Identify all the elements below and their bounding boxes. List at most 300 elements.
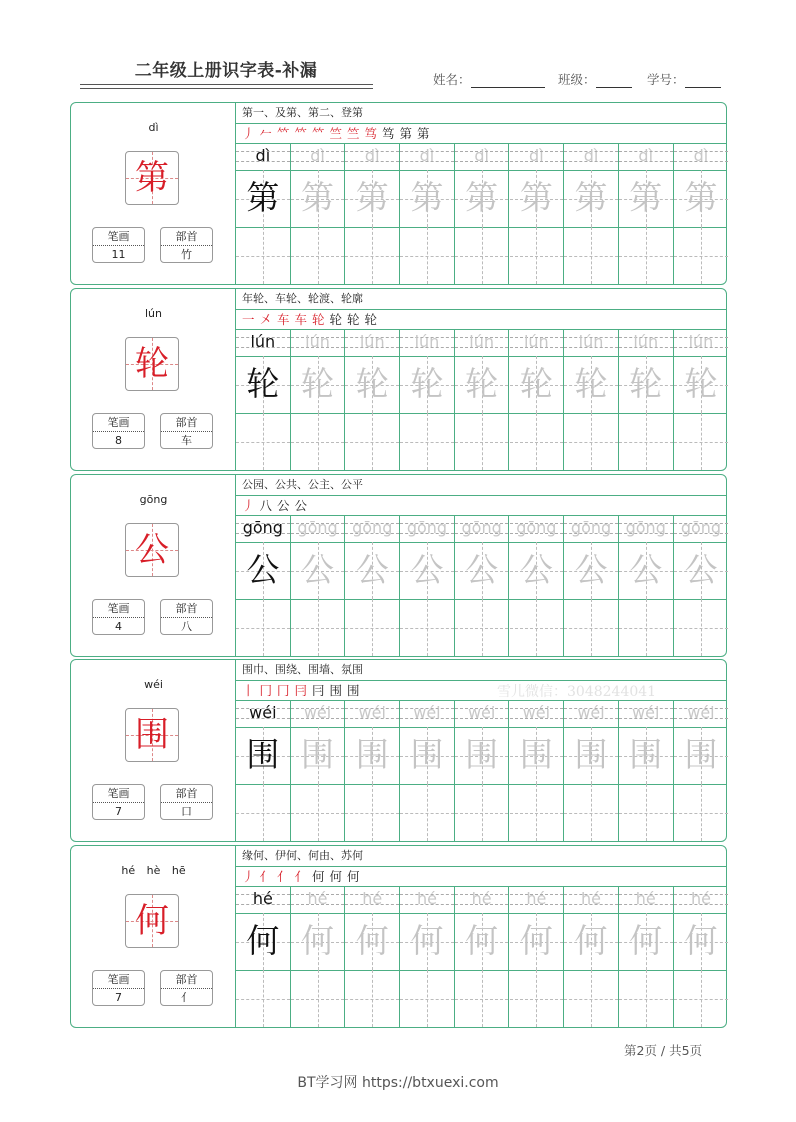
practice-cell[interactable] xyxy=(619,784,674,841)
character-trace: 围 xyxy=(246,735,280,774)
pinyin-trace: lún xyxy=(688,332,714,351)
character-cell[interactable] xyxy=(510,913,565,970)
pinyin-cell[interactable] xyxy=(674,143,729,170)
practice-cell[interactable] xyxy=(400,227,455,284)
pinyin-trace: hé xyxy=(416,889,437,908)
stroke-step: 竺 xyxy=(329,126,343,141)
pinyin-trace: lún xyxy=(578,332,604,351)
character-cell[interactable] xyxy=(619,913,674,970)
pinyin-cell[interactable] xyxy=(674,700,729,727)
class-blank[interactable] xyxy=(596,73,632,88)
character-trace: 轮 xyxy=(246,364,280,403)
pinyin-cell[interactable] xyxy=(345,886,400,913)
pinyin-cell[interactable] xyxy=(455,700,510,727)
character-cell[interactable] xyxy=(619,170,674,227)
practice-cell[interactable] xyxy=(455,784,510,841)
stroke-step: 亻 xyxy=(277,869,291,884)
pinyin-cell[interactable] xyxy=(619,143,674,170)
practice-grid xyxy=(235,475,726,656)
character-trace: 何 xyxy=(246,921,280,960)
practice-cell[interactable] xyxy=(291,227,346,284)
page-title: 二年级上册识字表-补漏 xyxy=(134,61,318,81)
stroke-count-label: 笔画 xyxy=(93,785,144,803)
stroke-step: 轮 xyxy=(364,312,378,327)
stroke-count-value: 4 xyxy=(115,620,122,633)
pinyin-trace: hé xyxy=(252,889,273,908)
character-trace: 何 xyxy=(629,921,663,960)
pinyin-trace: lún xyxy=(633,332,659,351)
stroke-step: 一 xyxy=(242,312,256,327)
stroke-step: 冃 xyxy=(294,683,308,698)
character-trace: 何 xyxy=(465,921,499,960)
watermark: 雪儿微信：3048244041 xyxy=(497,684,657,700)
pinyin-cell[interactable] xyxy=(345,700,400,727)
pinyin-trace: wéi xyxy=(413,703,441,722)
radical-value: 八 xyxy=(181,620,192,633)
pinyin-cell[interactable] xyxy=(564,886,619,913)
character-trace: 轮 xyxy=(465,364,499,403)
character-row xyxy=(236,356,726,414)
radical-box xyxy=(160,599,213,635)
character-cell[interactable] xyxy=(455,170,510,227)
pinyin-cell[interactable] xyxy=(345,515,400,542)
practice-cell[interactable] xyxy=(510,970,565,1027)
practice-cell[interactable] xyxy=(674,413,729,470)
pinyin-cell[interactable] xyxy=(345,143,400,170)
practice-cell[interactable] xyxy=(510,784,565,841)
practice-cell[interactable] xyxy=(564,227,619,284)
word-examples: 缘何、伊何、何由、苏何 xyxy=(236,846,726,867)
character-cell[interactable] xyxy=(564,542,619,599)
pinyin-trace: dì xyxy=(419,146,435,165)
stroke-step: 围 xyxy=(347,683,361,698)
practice-cell[interactable] xyxy=(619,413,674,470)
stroke-count-box xyxy=(92,599,145,635)
character-cell[interactable] xyxy=(564,170,619,227)
practice-cell[interactable] xyxy=(400,784,455,841)
practice-cell[interactable] xyxy=(455,599,510,656)
character-box xyxy=(125,708,179,762)
pinyin-label: lún xyxy=(145,307,162,320)
stroke-count-label: 笔画 xyxy=(93,414,144,432)
character-trace: 公 xyxy=(684,550,718,589)
practice-cell[interactable] xyxy=(674,784,729,841)
practice-cell[interactable] xyxy=(455,970,510,1027)
practice-grid xyxy=(235,103,726,284)
practice-cell[interactable] xyxy=(455,413,510,470)
pinyin-cell[interactable] xyxy=(510,143,565,170)
character-cell[interactable] xyxy=(400,913,455,970)
character-trace: 轮 xyxy=(410,364,444,403)
stroke-count-label: 笔画 xyxy=(93,971,144,989)
character-trace: 公 xyxy=(519,550,553,589)
stroke-count-box xyxy=(92,413,145,449)
pinyin-cell[interactable] xyxy=(236,886,291,913)
pinyin-trace: wéi xyxy=(467,703,496,722)
pinyin-cell[interactable] xyxy=(455,515,510,542)
page-number: 第2页 / 共5页 xyxy=(624,1043,703,1058)
stroke-step: 围 xyxy=(329,683,343,698)
pinyin-trace: lún xyxy=(359,332,385,351)
word-examples: 第一、及第、第二、登第 xyxy=(236,103,726,124)
character-cell[interactable] xyxy=(345,170,400,227)
pinyin-trace: lún xyxy=(305,332,330,351)
practice-cell[interactable] xyxy=(564,413,619,470)
main-character: 轮 xyxy=(135,344,169,384)
character-cell[interactable] xyxy=(674,542,729,599)
radical-label: 部首 xyxy=(161,971,212,989)
character-info xyxy=(71,846,236,1027)
practice-cell[interactable] xyxy=(400,599,455,656)
pinyin-cell[interactable] xyxy=(236,143,291,170)
character-cell[interactable] xyxy=(510,170,565,227)
pinyin-cell[interactable] xyxy=(619,886,674,913)
radical-value: 亻 xyxy=(181,991,192,1004)
pinyin-cell[interactable] xyxy=(345,329,400,356)
word-examples: 年轮、车轮、轮渡、轮廓 xyxy=(236,289,726,310)
character-cell[interactable] xyxy=(291,542,346,599)
pinyin-cell[interactable] xyxy=(236,329,291,356)
character-cell[interactable] xyxy=(455,356,510,413)
character-cell[interactable] xyxy=(455,727,510,784)
pinyin-trace: dì xyxy=(364,146,380,165)
stroke-count-value: 7 xyxy=(115,991,122,1004)
pinyin-cell[interactable] xyxy=(619,515,674,542)
character-cell[interactable] xyxy=(236,170,291,227)
radical-box xyxy=(160,784,213,820)
practice-cell[interactable] xyxy=(674,970,729,1027)
pinyin-trace: gōng xyxy=(242,518,283,537)
practice-cell[interactable] xyxy=(345,599,400,656)
character-cell[interactable] xyxy=(619,542,674,599)
stroke-count-value: 11 xyxy=(111,248,126,261)
character-box xyxy=(125,151,179,205)
pinyin-trace: hé xyxy=(581,889,602,908)
practice-cell[interactable] xyxy=(400,970,455,1027)
pinyin-trace: dì xyxy=(583,146,599,165)
class-field[interactable] xyxy=(558,70,632,88)
stroke-step: 第 xyxy=(399,126,413,141)
pinyin-cell[interactable] xyxy=(674,515,729,542)
character-trace: 公 xyxy=(355,550,389,589)
pinyin-trace: wéi xyxy=(303,703,332,722)
character-trace: 围 xyxy=(574,735,608,774)
character-trace: 第 xyxy=(629,178,663,217)
character-cell[interactable] xyxy=(291,727,346,784)
practice-cell[interactable] xyxy=(400,413,455,470)
pinyin-cell[interactable] xyxy=(291,886,346,913)
stroke-step: 笃 xyxy=(382,126,396,141)
practice-cell[interactable] xyxy=(510,413,565,470)
stroke-step: 丿 xyxy=(242,869,256,884)
pinyin-cell[interactable] xyxy=(564,515,619,542)
character-cell[interactable] xyxy=(564,913,619,970)
character-cell[interactable] xyxy=(455,542,510,599)
pinyin-cell[interactable] xyxy=(455,143,510,170)
pinyin-cell[interactable] xyxy=(291,700,346,727)
character-trace: 第 xyxy=(465,178,499,217)
pinyin-label: hé hè hē xyxy=(121,864,186,877)
stroke-step: 𥫗 xyxy=(312,126,326,141)
pinyin-trace: lún xyxy=(250,332,276,351)
character-info xyxy=(71,660,236,841)
pinyin-cell[interactable] xyxy=(400,515,455,542)
pinyin-cell[interactable] xyxy=(455,329,510,356)
practice-cell[interactable] xyxy=(291,413,346,470)
radical-value: 车 xyxy=(181,434,192,447)
stroke-step: 八 xyxy=(259,498,273,513)
character-box xyxy=(125,523,179,577)
pinyin-cell[interactable] xyxy=(455,886,510,913)
stroke-step: 车 xyxy=(277,312,291,327)
radical-box xyxy=(160,970,213,1006)
character-cell[interactable] xyxy=(291,170,346,227)
name-field[interactable] xyxy=(433,70,545,88)
character-trace: 第 xyxy=(410,178,444,217)
stroke-step: 第 xyxy=(417,126,431,141)
practice-cell[interactable] xyxy=(564,970,619,1027)
character-panel xyxy=(70,845,727,1028)
practice-cell[interactable] xyxy=(345,784,400,841)
character-cell[interactable] xyxy=(674,913,729,970)
pinyin-cell[interactable] xyxy=(291,515,346,542)
word-examples: 围巾、围绕、围墙、氛围 xyxy=(236,660,726,681)
character-cell[interactable] xyxy=(619,727,674,784)
pinyin-trace: hé xyxy=(307,889,328,908)
stroke-order xyxy=(236,123,726,144)
pinyin-cell[interactable] xyxy=(400,329,455,356)
radical-value: 竹 xyxy=(181,248,192,261)
character-cell[interactable] xyxy=(674,356,729,413)
student-id-blank[interactable] xyxy=(685,73,721,88)
character-cell[interactable] xyxy=(510,356,565,413)
character-trace: 第 xyxy=(519,178,553,217)
practice-cell[interactable] xyxy=(345,413,400,470)
character-cell[interactable] xyxy=(400,170,455,227)
stroke-step: 何 xyxy=(329,869,343,884)
character-cell[interactable] xyxy=(345,727,400,784)
pinyin-cell[interactable] xyxy=(510,886,565,913)
stroke-step: 𥫗 xyxy=(277,126,291,141)
practice-cell[interactable] xyxy=(291,599,346,656)
stroke-step: 何 xyxy=(347,869,361,884)
pinyin-cell[interactable] xyxy=(619,329,674,356)
character-cell[interactable] xyxy=(455,913,510,970)
character-trace: 第 xyxy=(574,178,608,217)
pinyin-trace: gōng xyxy=(297,518,338,537)
character-cell[interactable] xyxy=(236,356,291,413)
pinyin-cell[interactable] xyxy=(674,329,729,356)
pinyin-trace: wéi xyxy=(522,703,551,722)
stroke-order xyxy=(236,866,726,887)
practice-cell[interactable] xyxy=(619,227,674,284)
name-blank[interactable] xyxy=(471,73,545,88)
stroke-step: 竺 xyxy=(347,126,361,141)
main-character: 何 xyxy=(135,901,169,941)
pinyin-cell[interactable] xyxy=(400,143,455,170)
practice-cell[interactable] xyxy=(674,227,729,284)
practice-cell[interactable] xyxy=(510,599,565,656)
pinyin-trace: gōng xyxy=(352,518,393,537)
stroke-count-box xyxy=(92,784,145,820)
pinyin-cell[interactable] xyxy=(236,700,291,727)
stroke-step: 丿 xyxy=(242,126,256,141)
character-box xyxy=(125,894,179,948)
character-cell[interactable] xyxy=(674,170,729,227)
character-cell[interactable] xyxy=(291,356,346,413)
character-row xyxy=(236,542,726,600)
pinyin-cell[interactable] xyxy=(291,329,346,356)
character-cell[interactable] xyxy=(510,542,565,599)
pinyin-cell[interactable] xyxy=(619,700,674,727)
character-cell[interactable] xyxy=(236,913,291,970)
character-trace: 何 xyxy=(355,921,389,960)
blank-practice-row xyxy=(236,970,726,1027)
stroke-step: 丿 xyxy=(242,498,256,513)
character-trace: 围 xyxy=(684,735,718,774)
character-trace: 围 xyxy=(465,735,499,774)
pinyin-trace: gōng xyxy=(570,518,612,537)
pinyin-trace: gōng xyxy=(680,518,722,537)
character-cell[interactable] xyxy=(400,356,455,413)
stroke-step: 𠂉 xyxy=(259,126,273,141)
pinyin-cell[interactable] xyxy=(564,700,619,727)
practice-cell[interactable] xyxy=(236,784,291,841)
character-trace: 何 xyxy=(519,921,553,960)
pinyin-cell[interactable] xyxy=(400,886,455,913)
pinyin-trace: gōng xyxy=(406,518,448,537)
stroke-step: 𥫗 xyxy=(294,126,308,141)
character-cell[interactable] xyxy=(400,727,455,784)
pinyin-cell[interactable] xyxy=(564,329,619,356)
character-trace: 围 xyxy=(519,735,553,774)
practice-cell[interactable] xyxy=(291,970,346,1027)
practice-cell[interactable] xyxy=(345,970,400,1027)
main-character: 公 xyxy=(135,530,169,570)
pinyin-trace: wéi xyxy=(249,703,277,722)
pinyin-cell[interactable] xyxy=(674,886,729,913)
character-trace: 围 xyxy=(301,735,335,774)
character-cell[interactable] xyxy=(564,727,619,784)
title-underline xyxy=(80,84,373,85)
practice-cell[interactable] xyxy=(564,599,619,656)
character-trace: 公 xyxy=(629,550,663,589)
character-cell[interactable] xyxy=(236,727,291,784)
character-info xyxy=(71,103,236,284)
practice-cell[interactable] xyxy=(455,227,510,284)
pinyin-trace: dì xyxy=(529,146,544,165)
pinyin-cell[interactable] xyxy=(510,329,565,356)
stroke-step: 笃 xyxy=(364,126,378,141)
character-cell[interactable] xyxy=(674,727,729,784)
practice-grid xyxy=(235,846,726,1027)
character-cell[interactable] xyxy=(291,913,346,970)
character-cell[interactable] xyxy=(400,542,455,599)
pinyin-row xyxy=(236,143,726,171)
pinyin-trace: gōng xyxy=(516,518,557,537)
character-cell[interactable] xyxy=(564,356,619,413)
student-id-field[interactable] xyxy=(647,70,721,88)
stroke-step: 公 xyxy=(277,498,291,513)
practice-cell[interactable] xyxy=(510,227,565,284)
radical-value: 口 xyxy=(181,805,192,818)
stroke-step: 车 xyxy=(294,312,308,327)
pinyin-cell[interactable] xyxy=(510,515,565,542)
practice-cell[interactable] xyxy=(619,599,674,656)
character-trace: 何 xyxy=(301,921,335,960)
character-cell[interactable] xyxy=(345,913,400,970)
character-trace: 公 xyxy=(465,550,499,589)
practice-cell[interactable] xyxy=(345,227,400,284)
character-cell[interactable] xyxy=(619,356,674,413)
pinyin-trace: gōng xyxy=(461,518,502,537)
pinyin-cell[interactable] xyxy=(564,143,619,170)
character-trace: 第 xyxy=(301,178,335,217)
character-trace: 第 xyxy=(246,178,280,217)
pinyin-cell[interactable] xyxy=(400,700,455,727)
blank-practice-row xyxy=(236,599,726,656)
pinyin-trace: hé xyxy=(471,889,492,908)
practice-cell[interactable] xyxy=(619,970,674,1027)
pinyin-trace: hé xyxy=(362,889,383,908)
practice-cell[interactable] xyxy=(236,413,291,470)
practice-cell[interactable] xyxy=(236,599,291,656)
character-panel xyxy=(70,288,727,471)
stroke-step: 㐅 xyxy=(259,312,273,327)
blank-practice-row xyxy=(236,784,726,841)
pinyin-trace: wéi xyxy=(687,703,715,722)
practice-cell[interactable] xyxy=(674,599,729,656)
practice-cell[interactable] xyxy=(236,227,291,284)
pinyin-trace: wéi xyxy=(632,703,660,722)
character-cell[interactable] xyxy=(345,542,400,599)
character-row xyxy=(236,913,726,971)
character-trace: 围 xyxy=(410,735,444,774)
character-trace: 公 xyxy=(410,550,444,589)
character-trace: 何 xyxy=(684,921,718,960)
character-cell[interactable] xyxy=(345,356,400,413)
character-cell[interactable] xyxy=(510,727,565,784)
practice-cell[interactable] xyxy=(291,784,346,841)
pinyin-cell[interactable] xyxy=(236,515,291,542)
pinyin-trace: dì xyxy=(693,146,709,165)
character-trace: 公 xyxy=(574,550,608,589)
word-examples: 公园、公共、公主、公平 xyxy=(236,475,726,496)
footer-site: BT学习网 https://btxuexi.com xyxy=(297,1075,499,1091)
pinyin-cell[interactable] xyxy=(291,143,346,170)
pinyin-trace: lún xyxy=(414,332,440,351)
pinyin-row xyxy=(236,329,726,357)
radical-box xyxy=(160,413,213,449)
character-trace: 轮 xyxy=(355,364,389,403)
pinyin-cell[interactable] xyxy=(510,700,565,727)
radical-label: 部首 xyxy=(161,228,212,246)
pinyin-trace: wéi xyxy=(577,703,605,722)
stroke-step: 亻 xyxy=(259,869,273,884)
class-label: 班级： xyxy=(558,72,596,87)
stroke-step: 丨 xyxy=(242,683,256,698)
pinyin-row xyxy=(236,886,726,914)
character-trace: 围 xyxy=(355,735,389,774)
stroke-count-box xyxy=(92,970,145,1006)
practice-cell[interactable] xyxy=(236,970,291,1027)
character-trace: 围 xyxy=(629,735,663,774)
character-panel xyxy=(70,102,727,285)
pinyin-trace: hé xyxy=(526,889,547,908)
practice-cell[interactable] xyxy=(564,784,619,841)
character-cell[interactable] xyxy=(236,542,291,599)
character-trace: 轮 xyxy=(519,364,553,403)
